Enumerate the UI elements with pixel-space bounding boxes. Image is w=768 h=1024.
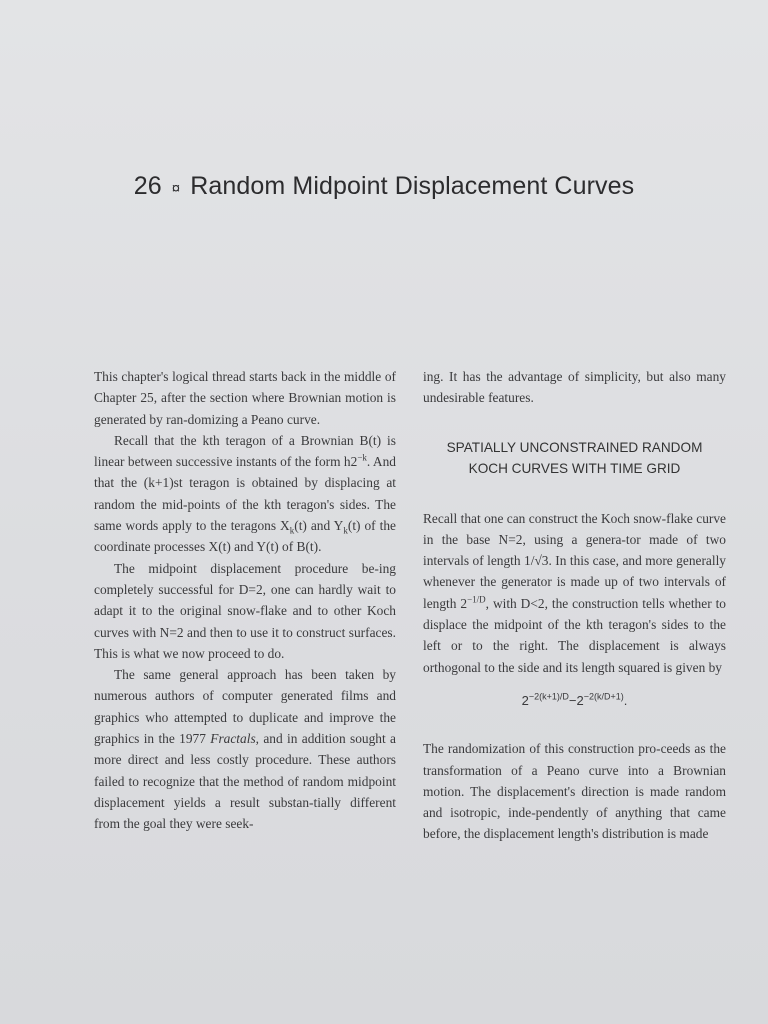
paragraph-1: This chapter's logical thread starts back in the middle of Chapter 25, after the section where Brownian motion is generated by ran-domizing a Peano curve. [94,369,396,427]
paragraph-2: Recall that the kth teragon of a Brownian B(t) is linear between successive instants of the form $h2^{-k}$. And that the (k+1)st teragon is obtained by displacing at random the mid-points of the kth teragon's sides. The same words apply to the teragons $X_k(t)$ and $Y_k(t)$ of the coordinate processes X(t) and Y(t) of B(t). [94,432,396,555]
paragraph-3: The midpoint displacement procedure be-ing completely successful for D=2, one can hardly wait to adapt it to the original snow-flake and to other Koch curves with N=2 and then to use it to construct surfaces. This is what we now proceed to do. [94,560,396,661]
equation: $2^{-2(k+1)/D}-2^{-2(k/D+1)}$. [521,691,628,708]
right-column [423,366,726,845]
paragraph-randomization: The randomization of this construction pro-ceeds as the transformation of a Peano curve into a Brownian motion. The displacement's direction is made random and isotropic, inde-pendently of anything that came before, the displacement length's distribution is made [423,741,726,842]
chapter-title [0,172,768,201]
chapter-ornament: ¤ [171,180,181,197]
left-column [94,366,396,835]
chapter-title-text: Random Midpoint Displacement Curves [190,172,635,200]
paragraph-koch: Recall that one can construct the Koch snow-flake curve in the base N=2, using a genera-tor made of two intervals of length 1/√3. In this case, and more generally whenever the generator is made up of two intervals of length $2^{-1/D}$, with D<2, the construction tells whether to displace the midpoint of the kth teragon's sides to the left or to the right. The displacement is always orthogonal to the side and its length squared is given by [423,510,726,675]
paragraph-4: The same general approach has been taken by numerous authors of computer generated films and graphics who attempted to duplicate and improve the graphics in the 1977 Fractals, and in addition sought a more direct and less costly procedure. These authors failed to recognize that the method of random midpoint displacement yields a result substan-tially different from the goal they were seek- [94,667,396,832]
paragraph-continued: ing. It has the advantage of simplicity, but also many undesirable features. [423,369,726,406]
section-heading: SPATIALLY UNCONSTRAINED RANDOM KOCH CURVES WITH TIME GRID [446,439,703,476]
chapter-number: 26 [133,172,162,200]
